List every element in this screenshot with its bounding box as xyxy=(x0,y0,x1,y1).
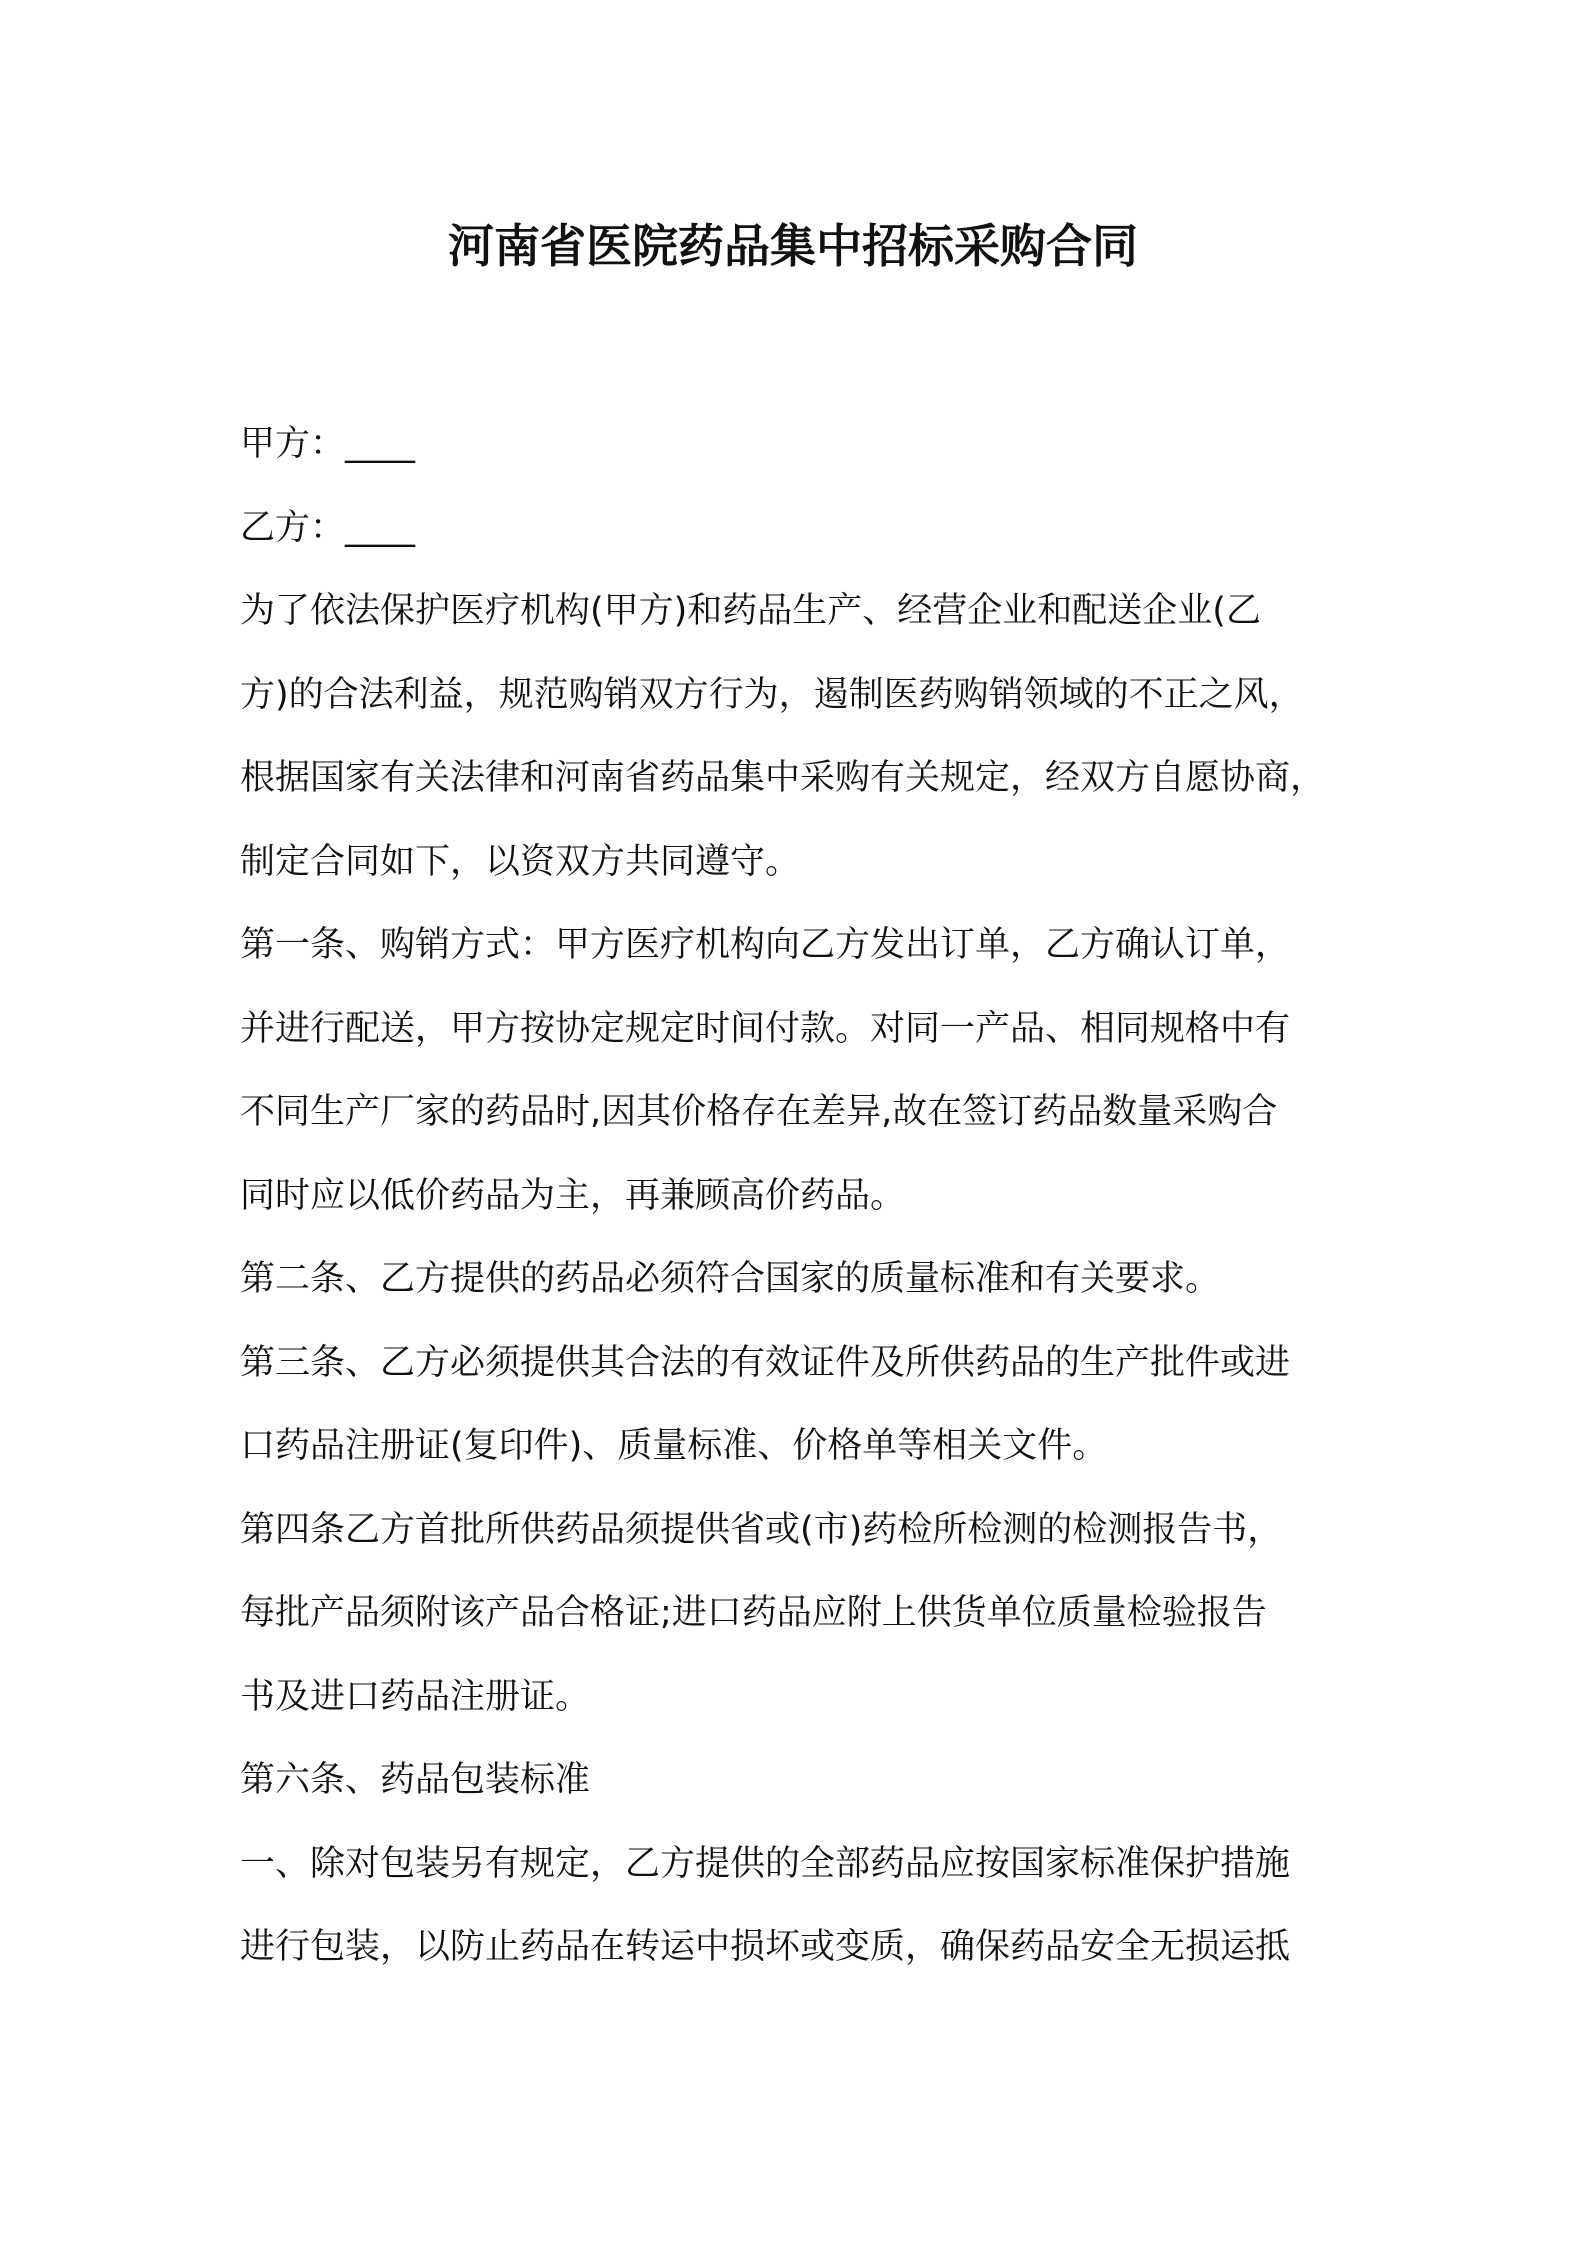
party-a-line: 甲方：____ xyxy=(240,424,416,464)
document-title: 河南省医院药品集中招标采购合同 xyxy=(448,219,1138,273)
preamble-line-1: 为了依法保护医疗机构(甲方)和药品生产、经营企业和配送企业(乙 xyxy=(240,591,1261,631)
document-body xyxy=(240,403,1360,1990)
article-6-item-1-line-1: 一、除对包装另有规定，乙方提供的全部药品应按国家标准保护措施 xyxy=(240,1843,1291,1884)
article-1-line-2: 并进行配送，甲方按协定规定时间付款。对同一产品、相同规格中有 xyxy=(240,1008,1291,1049)
article-4-line-3: 书及进口药品注册证。 xyxy=(240,1676,591,1717)
article-1-line-3: 不同生产厂家的药品时,因其价格存在差异,故在签订药品数量采购合 xyxy=(240,1092,1278,1132)
preamble-line-4: 制定合同如下，以资双方共同遵守。 xyxy=(240,841,801,882)
article-1-line-4: 同时应以低价药品为主，再兼顾高价药品。 xyxy=(240,1175,906,1216)
article-2-line-1: 第二条、乙方提供的药品必须符合国家的质量标准和有关要求。 xyxy=(240,1259,1221,1299)
article-3-line-2: 口药品注册证(复印件)、质量标准、价格单等相关文件。 xyxy=(240,1426,1108,1466)
article-6-heading: 第六条、药品包装标准 xyxy=(240,1760,591,1800)
preamble-line-2: 方)的合法利益，规范购销双方行为，遏制医药购销领域的不正之风， xyxy=(240,674,1304,715)
article-3-line-1: 第三条、乙方必须提供其合法的有效证件及所供药品的生产批件或进 xyxy=(240,1342,1291,1383)
article-4-line-1: 第四条乙方首批所供药品须提供省或(市)药检所检测的检测报告书， xyxy=(240,1509,1283,1550)
article-1-line-1: 第一条、购销方式：甲方医疗机构向乙方发出订单，乙方确认订单， xyxy=(240,925,1291,965)
article-6-item-1-line-2: 进行包装，以防止药品在转运中损坏或变质，确保药品安全无损运抵 xyxy=(240,1927,1291,1967)
party-b-line: 乙方：____ xyxy=(240,507,416,548)
preamble-line-3: 根据国家有关法律和河南省药品集中采购有关规定，经双方自愿协商， xyxy=(240,758,1326,798)
article-4-line-2: 每批产品须附该产品合格证;进口药品应附上供货单位质量检验报告 xyxy=(240,1593,1267,1633)
